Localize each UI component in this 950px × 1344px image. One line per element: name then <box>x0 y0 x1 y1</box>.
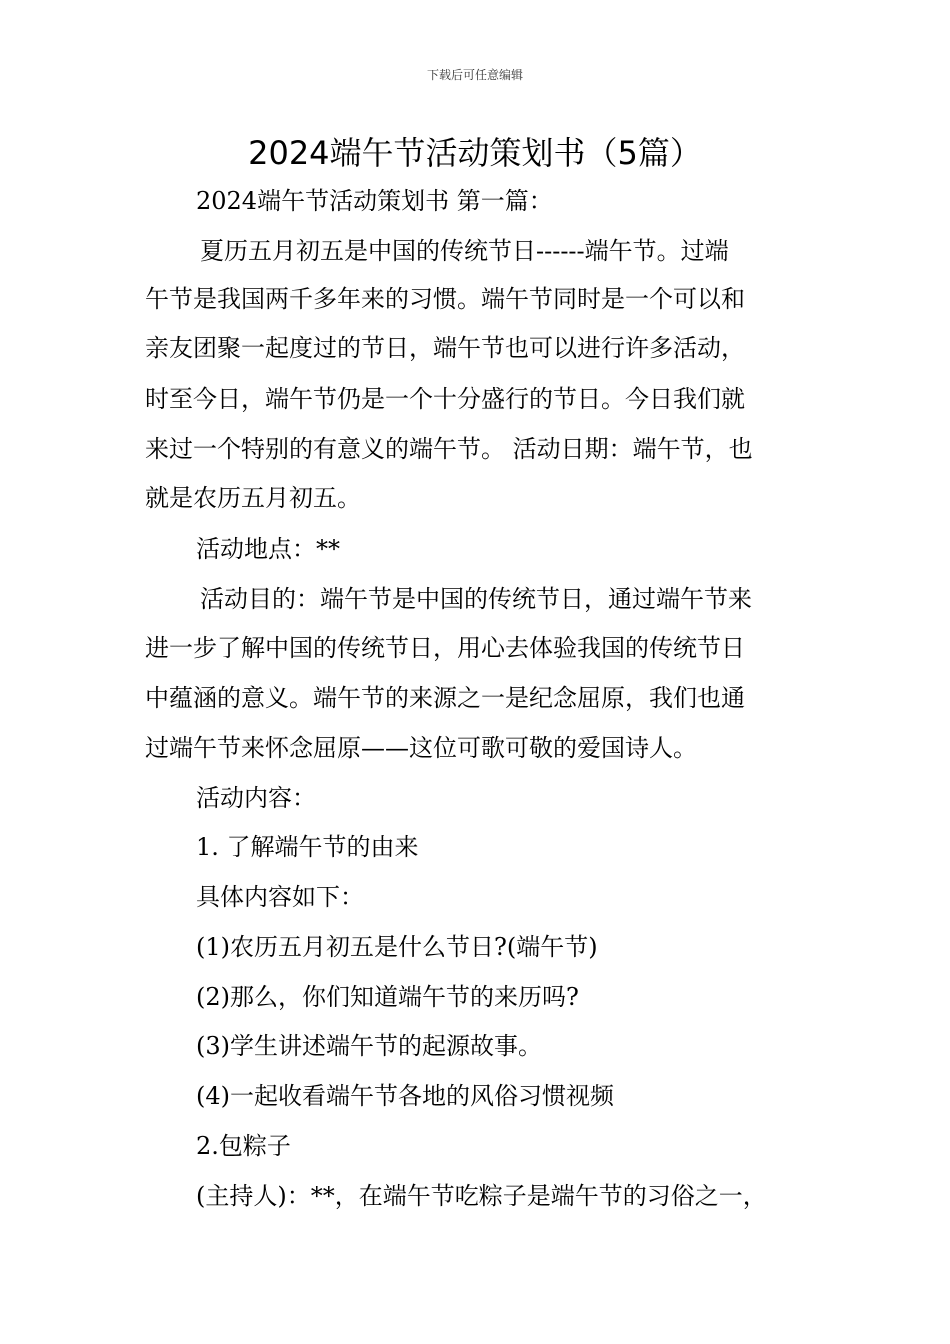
body-line: 进一步了解中国的传统节日，用心去体验我国的传统节日 <box>145 634 745 662</box>
body-line: (主持人)：**，在端午节吃粽子是端午节的习俗之一， <box>196 1182 767 1210</box>
body-line: (1)农历五月初五是什么节日?(端午节) <box>196 933 598 961</box>
body-line: 过端午节来怀念屈原——这位可歌可敬的爱国诗人。 <box>145 734 697 762</box>
body-line: 就是农历五月初五。 <box>145 484 361 512</box>
document-title: 2024端午节活动策划书（5篇） <box>248 134 702 172</box>
body-line: 来过一个特别的有意义的端午节。 活动日期：端午节，也 <box>145 435 753 463</box>
header-note: 下载后可任意编辑 <box>426 68 523 82</box>
body-line: (4)一起收看端午节各地的风俗习惯视频 <box>196 1082 614 1110</box>
body-line: 1. 了解端午节的由来 <box>196 833 419 861</box>
body-line: 活动目的：端午节是中国的传统节日，通过端午节来 <box>200 585 752 613</box>
body-line: 具体内容如下： <box>196 883 364 911</box>
body-line: (3)学生讲述端午节的起源故事。 <box>196 1032 542 1060</box>
body-line: 2024端午节活动策划书 第一篇： <box>196 187 553 215</box>
body-line: 夏历五月初五是中国的传统节日------端午节。过端 <box>200 237 729 265</box>
body-line: 时至今日，端午节仍是一个十分盛行的节日。今日我们就 <box>145 385 745 413</box>
body-line: 中蕴涵的意义。端午节的来源之一是纪念屈原，我们也通 <box>145 684 745 712</box>
body-line: (2)那么，你们知道端午节的来历吗? <box>196 983 579 1011</box>
body-line: 活动地点：** <box>196 535 340 563</box>
body-line: 午节是我国两千多年来的习惯。端午节同时是一个可以和 <box>145 285 745 313</box>
body-line: 2.包粽子 <box>196 1132 291 1160</box>
body-line: 活动内容： <box>196 784 316 812</box>
body-line: 亲友团聚一起度过的节日，端午节也可以进行许多活动， <box>145 334 745 362</box>
